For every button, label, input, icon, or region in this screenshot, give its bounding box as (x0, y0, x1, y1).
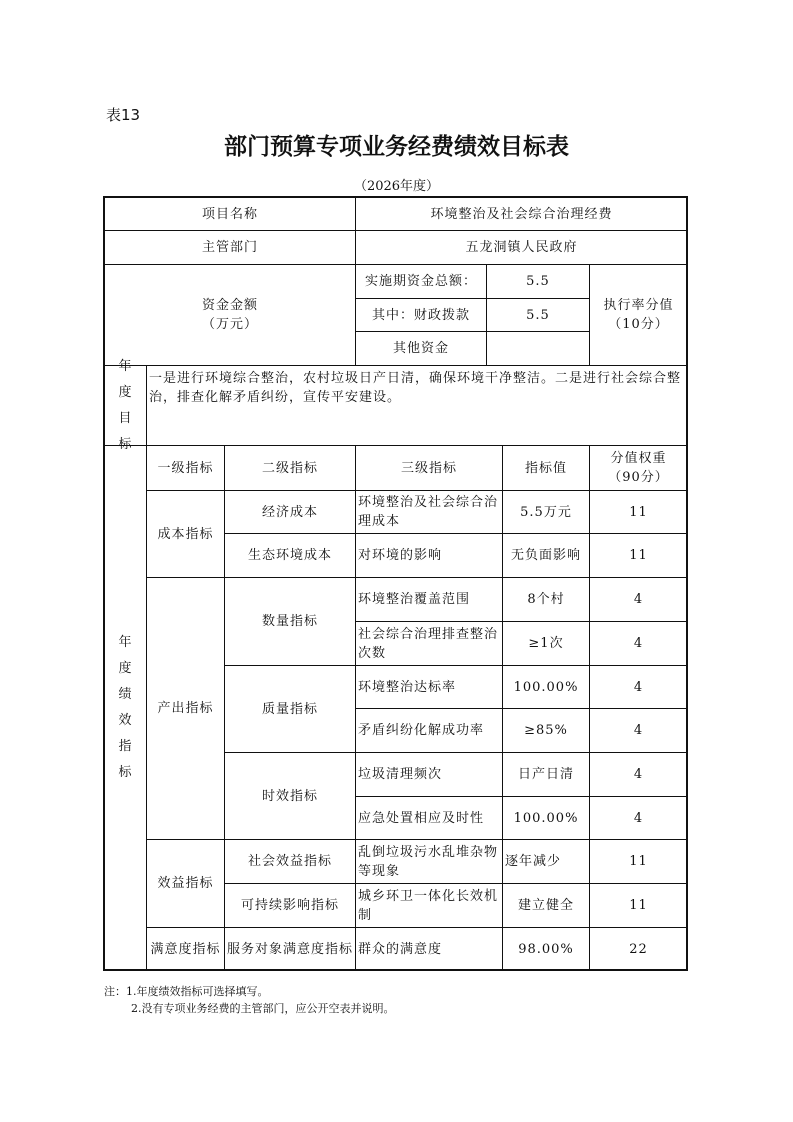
cell-line: （10分） (608, 317, 669, 332)
cell-line: 日产日清 (517, 767, 574, 782)
level3-cell-text (358, 940, 442, 959)
cell-line: 4 (633, 723, 644, 738)
dept-label (104, 230, 356, 265)
note-2: 2.没有专项业务经费的主管部门，应公开空表并说明。 (131, 1002, 395, 1015)
indicator-value-text (514, 809, 579, 828)
page-title: 部门预算专项业务经费绩效目标表 (224, 133, 569, 160)
score-cell (589, 621, 688, 666)
score-cell-text (629, 503, 648, 522)
level1-cell (146, 839, 225, 928)
level3-cell-text (358, 590, 470, 609)
cell-line: 效益指标 (157, 876, 214, 891)
cell-line: 环境整治达标率 (358, 679, 457, 695)
score-cell (589, 665, 688, 709)
level3-cell-text (358, 721, 484, 740)
level2-cell-text (262, 787, 318, 806)
goal-label-text (119, 354, 133, 458)
cell-line: 执行率分值 (603, 298, 674, 313)
cell-line: 主管部门 (201, 240, 258, 255)
cell-line: 对环境的影响 (358, 548, 443, 563)
level2-cell (224, 533, 356, 578)
cell-line: 11 (629, 504, 648, 520)
indicator-value-text (518, 765, 574, 784)
cell-line: 满意度指标 (150, 941, 221, 957)
level3-cell (355, 490, 503, 534)
indicator-value (502, 577, 590, 622)
score-cell-text (634, 721, 643, 740)
level3-cell-text (358, 887, 500, 925)
score-cell-text (634, 590, 643, 609)
cell-line: 垃圾清理频次 (358, 767, 443, 782)
indicator-value-text (518, 940, 574, 959)
perf-label-text (119, 630, 133, 786)
indicator-value (502, 752, 590, 797)
project-name-label-text (202, 205, 258, 224)
indicator-value-text (511, 546, 581, 565)
cell-line: 环境整治及社会综合治理成本 (358, 495, 499, 529)
header-value-text (525, 459, 567, 478)
cell-line: 逐年减少 (505, 854, 562, 869)
cell-line: 建立健全 (517, 898, 574, 913)
indicator-value (502, 708, 590, 753)
score-cell (589, 708, 688, 753)
cell-line: 城乡环卫一体化长效机制 (358, 888, 499, 923)
score-cell (589, 577, 688, 622)
cell-line: 8个村 (527, 592, 565, 607)
total-value-text (526, 272, 550, 291)
cell-line: ≥85% (524, 723, 568, 738)
level1-cell (146, 927, 225, 971)
score-cell-text (634, 634, 643, 653)
note-1: 注：1.年度绩效指标可选择填写。 (104, 985, 269, 998)
level2-cell (224, 839, 356, 884)
total-label-text (365, 272, 477, 291)
level3-cell (355, 621, 503, 666)
dept-value (355, 230, 688, 265)
indicator-value (502, 883, 590, 928)
cell-line: 11 (629, 548, 648, 563)
cell-line: 生态环境成本 (247, 548, 332, 563)
cell-line: 11 (629, 854, 648, 869)
level2-cell (224, 883, 356, 928)
score-cell-text (629, 546, 648, 565)
level3-cell-text (358, 765, 442, 784)
cell-line: 4 (633, 767, 644, 782)
cell-line: 无负面影响 (510, 548, 581, 563)
score-cell-text (634, 809, 643, 828)
level3-cell (355, 927, 503, 971)
exec-score-label-text (603, 296, 673, 334)
level3-cell-text (358, 546, 442, 565)
level2-cell (224, 577, 356, 666)
cell-line: 一级指标 (157, 460, 214, 476)
cell-line: 一是进行环境综合整治，农村垃圾日产日清，确保环境干净整洁。二是进行社会综合整治，排查化解矛盾纠纷，宣传平安建设。 (149, 371, 682, 405)
cell-line: 98.00% (518, 941, 574, 957)
total-value (486, 264, 590, 299)
cell-line: 经济成本 (261, 504, 318, 520)
level2-cell-text (248, 852, 332, 871)
goal-text (146, 365, 688, 446)
year-label: （2026年度） (353, 179, 440, 194)
cell-line: 其他资金 (392, 341, 449, 356)
score-cell (589, 533, 688, 578)
cell-line: 矛盾纠纷化解成功率 (358, 723, 485, 738)
indicator-value (502, 839, 590, 884)
level2-cell (224, 927, 356, 971)
score-cell-text (634, 678, 643, 697)
level2-cell-text (262, 503, 318, 522)
cell-line: 100.00% (513, 810, 579, 826)
project-name-label (104, 197, 356, 231)
score-cell (589, 883, 688, 928)
funds-label (104, 264, 356, 366)
cell-line: 4 (633, 636, 644, 651)
cell-line: 项目名称 (201, 206, 258, 222)
performance-table (103, 196, 688, 971)
cell-line: 22 (629, 941, 648, 957)
level2-cell-text (262, 700, 318, 719)
cell-line: 5.5 (526, 274, 550, 289)
cell-line: 4 (633, 810, 644, 826)
level2-cell-text (248, 546, 332, 565)
level3-cell-text (358, 809, 484, 828)
cell-line: 时效指标 (261, 788, 318, 804)
goal-text-text (149, 369, 685, 407)
dept-value-text (465, 238, 577, 257)
score-cell (589, 839, 688, 884)
level3-cell (355, 708, 503, 753)
cell-line: 环境整治覆盖范围 (358, 592, 471, 607)
project-name-value-text (430, 205, 612, 224)
score-cell (589, 752, 688, 797)
cell-line: 三级指标 (400, 460, 457, 476)
goal-label (104, 358, 147, 452)
indicator-value (502, 665, 590, 709)
header-value (502, 445, 590, 491)
level1-cell-text (157, 525, 213, 544)
level3-cell (355, 796, 503, 840)
score-cell-text (629, 896, 648, 915)
score-cell-text (634, 765, 643, 784)
cell-line: 指标值 (524, 460, 567, 476)
indicator-value-text (527, 590, 564, 609)
cell-line: 应急处置相应及时性 (358, 810, 485, 826)
indicator-value (502, 533, 590, 578)
fiscal-value (486, 298, 590, 332)
table-number: 表13 (106, 106, 141, 124)
level3-cell-text (358, 625, 500, 663)
fiscal-value-text (526, 306, 550, 325)
cell-line: 11 (629, 898, 648, 913)
level3-cell (355, 577, 503, 622)
cell-line: 实施期资金总额： (364, 274, 477, 289)
level1-cell (146, 577, 225, 840)
score-cell-text (629, 940, 648, 959)
funds-label-text (202, 296, 258, 334)
project-name-value (355, 197, 688, 231)
level3-cell (355, 752, 503, 797)
indicator-value-text (514, 678, 579, 697)
dept-label-text (202, 238, 258, 257)
indicator-value (502, 796, 590, 840)
fiscal-label-text (372, 306, 470, 325)
header-level2-text (262, 459, 318, 478)
exec-score-label (589, 264, 688, 366)
level3-cell (355, 883, 503, 928)
level2-cell-text (241, 896, 339, 915)
indicator-value-text (524, 721, 568, 740)
level3-cell (355, 533, 503, 578)
cell-line: （万元） (201, 317, 258, 332)
indicator-value-text (505, 852, 561, 871)
level2-cell (224, 665, 356, 753)
other-label-text (393, 339, 449, 358)
fiscal-label (355, 298, 487, 332)
level2-cell (224, 752, 356, 840)
cell-line: 产出指标 (157, 701, 214, 716)
indicator-value (502, 490, 590, 534)
level3-cell (355, 665, 503, 709)
header-score-text (608, 449, 669, 487)
level3-cell-text (358, 678, 456, 697)
cell-line: 5.5万元 (520, 504, 572, 520)
header-level2 (224, 445, 356, 491)
level2-cell-text (227, 940, 353, 959)
indicator-value (502, 621, 590, 666)
level3-cell (355, 839, 503, 884)
cell-line: ≥1次 (528, 636, 564, 651)
cell-line: 群众的满意度 (358, 941, 443, 957)
cell-line: 环境整治及社会综合治理经费 (430, 206, 613, 222)
cell-line: 年度绩效指标 (118, 635, 133, 780)
score-cell (589, 490, 688, 534)
perf-label (104, 445, 147, 971)
level2-cell-text (262, 612, 318, 631)
indicator-value-text (528, 634, 563, 653)
level1-cell-text (157, 874, 213, 893)
level1-cell-text (150, 940, 220, 959)
cell-line: 100.00% (513, 679, 579, 695)
level3-cell-text (358, 493, 500, 531)
header-score (589, 445, 688, 491)
header-level3-text (401, 459, 457, 478)
cell-line: 5.5 (526, 307, 550, 323)
header-level3 (355, 445, 503, 491)
cell-line: 资金金额 (201, 298, 258, 313)
other-label (355, 331, 487, 366)
cell-line: 分值权重 (610, 451, 667, 466)
cell-line: 二级指标 (261, 460, 318, 476)
score-cell-text (629, 852, 648, 871)
score-cell (589, 927, 688, 971)
cell-line: 社会效益指标 (247, 854, 332, 869)
score-cell (589, 796, 688, 840)
cell-line: 成本指标 (157, 526, 214, 542)
cell-line: 4 (633, 592, 644, 607)
cell-line: 乱倒垃圾污水乱堆杂物等现象 (358, 844, 499, 879)
indicator-value-text (518, 896, 574, 915)
cell-line: 可持续影响指标 (240, 898, 339, 913)
cell-line: 年度目标 (118, 358, 133, 452)
cell-line: 其中：财政拨款 (371, 307, 470, 323)
cell-line: 质量指标 (261, 701, 318, 717)
header-level1-text (157, 459, 213, 478)
indicator-value (502, 927, 590, 971)
other-value (486, 331, 590, 366)
cell-line: （90分） (608, 470, 669, 485)
cell-line: 4 (633, 679, 644, 695)
indicator-value-text (520, 503, 572, 522)
total-label (355, 264, 487, 299)
cell-line: 数量指标 (261, 614, 318, 629)
cell-line: 服务对象满意度指标 (227, 941, 354, 957)
level1-cell-text (157, 699, 213, 718)
header-level1 (146, 445, 225, 491)
cell-line: 社会综合治理排查整治次数 (358, 626, 499, 661)
level1-cell (146, 490, 225, 578)
cell-line: 五龙洞镇人民政府 (465, 240, 578, 255)
level3-cell-text (358, 843, 500, 881)
level2-cell (224, 490, 356, 534)
